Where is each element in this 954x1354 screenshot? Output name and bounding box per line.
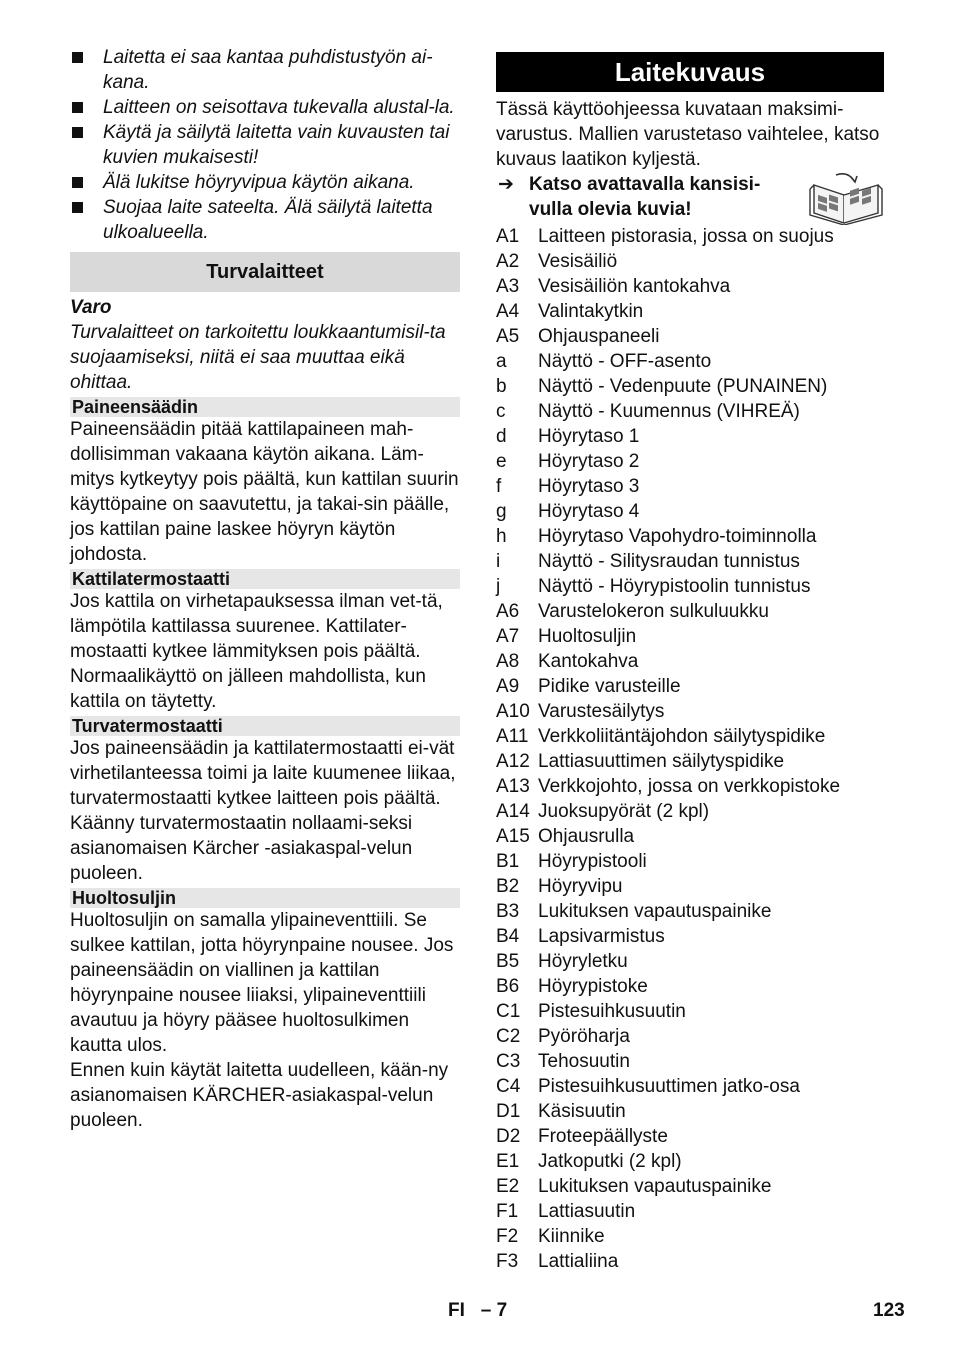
part-code: a: [496, 351, 507, 372]
part-code: A10: [496, 701, 530, 722]
part-list-item: [496, 499, 884, 524]
part-list-item: [496, 399, 884, 424]
part-list-item: [496, 824, 884, 849]
part-list-item: [496, 1074, 884, 1099]
part-code: A13: [496, 776, 530, 797]
part-list-item: [496, 999, 884, 1024]
part-list-item: [496, 1224, 884, 1249]
part-list-item: [496, 624, 884, 649]
part-list-item: [496, 224, 884, 249]
part-list-item: [496, 1149, 884, 1174]
page-number: 123: [873, 1300, 905, 1321]
part-code: D1: [496, 1101, 521, 1122]
part-label: Pistesuihkusuutin: [538, 1001, 686, 1022]
bullet-item: Laitteen on seisottava tukevalla alustal-la.: [70, 95, 460, 120]
part-code: c: [496, 401, 506, 422]
part-code: C1: [496, 1001, 521, 1022]
part-label: Käsisuutin: [538, 1101, 626, 1122]
part-list-item: [496, 549, 884, 574]
part-label: Höyrytaso Vapohydro-toiminnolla: [538, 526, 817, 547]
paragraph: Ennen kuin käytät laitetta uudelleen, kään-ny asianomaisen KÄRCHER-asiakaspal-velun puoleen.: [70, 1060, 449, 1131]
main-heading-laitekuvaus: Laitekuvaus: [496, 52, 884, 92]
part-label: Näyttö - Silitysraudan tunnistus: [538, 551, 800, 572]
paragraph: Huoltosuljin on samalla ylipaineventtiili. Se sulkee kattilan, jotta höyrynpaine nousee. Jos paineensäädin on viallinen ja kattilan höyrynpaine nousee liiaksi, ylipaineventtiili avautuu ja höyry pääsee huoltosulkimen kautta ulos.: [70, 910, 454, 1056]
part-list-item: [496, 349, 884, 374]
part-label: Höyryvipu: [538, 876, 623, 897]
subsection-heading: Paineensäädin: [70, 397, 460, 417]
part-label: Froteepäällyste: [538, 1126, 668, 1147]
part-code: f: [496, 476, 502, 497]
part-code: B3: [496, 901, 520, 922]
part-list-item: [496, 299, 884, 324]
part-list-item: [496, 1099, 884, 1124]
part-code: F2: [496, 1226, 519, 1247]
section-heading-turvalaitteet: Turvalaitteet: [70, 252, 460, 292]
warning-title: Varo: [70, 297, 112, 318]
part-list-item: [496, 974, 884, 999]
part-label: Lattialiina: [538, 1251, 619, 1272]
part-list-item: [496, 649, 884, 674]
bullet-item: Käytä ja säilytä laitetta vain kuvausten tai kuvien mukaisesti!: [70, 120, 460, 170]
part-list-item: [496, 799, 884, 824]
part-code: A14: [496, 801, 530, 822]
note-text: Katso avattavalla kansisi-vulla olevia kuvia!: [529, 174, 761, 220]
square-bullet-icon: [72, 177, 83, 188]
part-label: Lattiasuutin: [538, 1201, 636, 1222]
part-code: A4: [496, 301, 520, 322]
part-list-item: [496, 1024, 884, 1049]
part-list-item: [496, 1174, 884, 1199]
part-label: Höyryletku: [538, 951, 628, 972]
part-list-item: [496, 874, 884, 899]
part-code: A15: [496, 826, 530, 847]
part-list-item: [496, 849, 884, 874]
part-code: B6: [496, 976, 520, 997]
part-label: Valintakytkin: [538, 301, 644, 322]
part-label: Ohjausrulla: [538, 826, 635, 847]
part-label: Kantokahva: [538, 651, 639, 672]
bullet-item: Laitetta ei saa kantaa puhdistustyön ai-kana.: [70, 45, 460, 95]
left-column: [70, 45, 460, 1133]
subsection-heading: Huoltosuljin: [70, 888, 460, 908]
part-list-item: [496, 749, 884, 774]
part-code: C4: [496, 1076, 521, 1097]
part-list-item: [496, 474, 884, 499]
part-list-item: [496, 949, 884, 974]
part-label: Huoltosuljin: [538, 626, 637, 647]
part-code: C3: [496, 1051, 521, 1072]
subsection-heading: Turvatermostaatti: [70, 716, 460, 736]
part-label: Jatkoputki (2 kpl): [538, 1151, 682, 1172]
square-bullet-icon: [72, 102, 83, 113]
part-list-item: [496, 249, 884, 274]
part-code: F3: [496, 1251, 519, 1272]
paragraph: Jos paineensäädin ja kattilatermostaatti ei-vät virhetilanteessa toimi ja laite kuumenee liikaa, turvatermostaatti kytkee laitteen pois päältä. Käänny turvatermostaatin nollaami-seksi asianomaisen Kärcher -asiakaspal-velun puoleen.: [70, 738, 456, 884]
part-code: D2: [496, 1126, 521, 1147]
intro-text: Tässä käyttöohjeessa kuvataan maksimi-varustus. Mallien varustetaso vaihtelee, katso kuvaus laatikon kyljestä.: [496, 99, 880, 170]
part-code: F1: [496, 1201, 519, 1222]
part-label: Höyrytaso 2: [538, 451, 640, 472]
part-code: A12: [496, 751, 530, 772]
part-label: Varustelokeron sulkuluukku: [538, 601, 769, 622]
part-list-item: [496, 724, 884, 749]
part-code: E2: [496, 1176, 520, 1197]
part-list-item: [496, 899, 884, 924]
footer-section-page: – 7: [480, 1300, 508, 1321]
part-label: Lapsivarmistus: [538, 926, 665, 947]
part-code: A6: [496, 601, 520, 622]
parts-list: [496, 224, 884, 1274]
part-list-item: [496, 1249, 884, 1274]
part-label: Höyrypistoke: [538, 976, 648, 997]
part-label: Pidike varusteille: [538, 676, 681, 697]
part-code: h: [496, 526, 507, 547]
part-label: Ohjauspaneeli: [538, 326, 660, 347]
part-code: e: [496, 451, 507, 472]
part-list-item: [496, 324, 884, 349]
part-label: Lattiasuuttimen säilytyspidike: [538, 751, 785, 772]
part-list-item: [496, 449, 884, 474]
part-code: b: [496, 376, 507, 397]
part-list-item: [496, 674, 884, 699]
footer-language: FI: [448, 1300, 465, 1321]
part-list-item: [496, 524, 884, 549]
part-label: Verkkoliitäntäjohdon säilytyspidike: [538, 726, 826, 747]
part-code: A2: [496, 251, 520, 272]
part-label: Höyrytaso 3: [538, 476, 640, 497]
part-code: A8: [496, 651, 520, 672]
part-code: A5: [496, 326, 520, 347]
part-label: Verkkojohto, jossa on verkkopistoke: [538, 776, 841, 797]
square-bullet-icon: [72, 202, 83, 213]
right-column: [496, 45, 884, 1274]
part-label: Vesisäiliön kantokahva: [538, 276, 731, 297]
square-bullet-icon: [72, 52, 83, 63]
part-label: Näyttö - Vedenpuute (PUNAINEN): [538, 376, 828, 397]
part-label: Lukituksen vapautuspainike: [538, 1176, 772, 1197]
part-label: Tehosuutin: [538, 1051, 630, 1072]
part-label: Höyrypistooli: [538, 851, 647, 872]
part-list-item: [496, 1199, 884, 1224]
part-code: B4: [496, 926, 520, 947]
part-code: A1: [496, 226, 520, 247]
part-code: A7: [496, 626, 520, 647]
part-label: Höyrytaso 4: [538, 501, 640, 522]
part-code: A11: [496, 726, 529, 747]
part-label: Höyrytaso 1: [538, 426, 640, 447]
subsection-heading: Kattilatermostaatti: [70, 569, 460, 589]
part-list-item: [496, 1124, 884, 1149]
part-label: Kiinnike: [538, 1226, 605, 1247]
part-list-item: [496, 1049, 884, 1074]
footer-language-section: [448, 1298, 507, 1323]
part-label: Näyttö - OFF-asento: [538, 351, 712, 372]
part-label: Näyttö - Kuumennus (VIHREÄ): [538, 401, 800, 422]
part-list-item: [496, 774, 884, 799]
part-code: B5: [496, 951, 520, 972]
part-code: A3: [496, 276, 520, 297]
part-label: Näyttö - Höyrypistoolin tunnistus: [538, 576, 811, 597]
part-list-item: [496, 924, 884, 949]
warning-text: Turvalaitteet on tarkoitettu loukkaantumisil-ta suojaamiseksi, niitä ei saa muuttaa eikä ohittaa.: [70, 322, 446, 393]
part-label: Pistesuihkusuuttimen jatko-osa: [538, 1076, 800, 1097]
part-code: d: [496, 426, 507, 447]
open-book-icon: [806, 173, 886, 225]
part-label: Vesisäiliö: [538, 251, 618, 272]
part-code: E1: [496, 1151, 520, 1172]
part-code: B1: [496, 851, 520, 872]
part-label: Lukituksen vapautuspainike: [538, 901, 772, 922]
part-list-item: [496, 424, 884, 449]
paragraph: Jos kattila on virhetapauksessa ilman vet-tä, lämpötila kattilassa suurenee. Kattilater-mostaatti kytkee lämmityksen pois päältä. Normaalikäyttö on jälleen mahdollista, kun kattila on täytetty.: [70, 591, 443, 712]
part-label: Pyöröharja: [538, 1026, 630, 1047]
part-code: A9: [496, 676, 520, 697]
part-code: j: [496, 576, 501, 597]
part-code: B2: [496, 876, 520, 897]
part-code: g: [496, 501, 507, 522]
safety-bullet-list: [70, 45, 460, 245]
square-bullet-icon: [72, 127, 83, 138]
arrow-right-icon: ➔: [498, 174, 514, 195]
part-list-item: [496, 599, 884, 624]
part-list-item: [496, 274, 884, 299]
bullet-item: Älä lukitse höyryvipua käytön aikana.: [70, 170, 460, 195]
part-list-item: [496, 374, 884, 399]
part-list-item: [496, 574, 884, 599]
part-label: Laitteen pistorasia, jossa on suojus: [538, 226, 834, 247]
paragraph: Paineensäädin pitää kattilapaineen mah-dollisimman vakaana käytön aikana. Läm-mitys kytkeytyy pois päältä, kun kattilan suurin käyttöpaine on saavutettu, ja takai-sin päälle, jos kattilan paine laskee höyryn käytön johdosta.: [70, 419, 459, 565]
bullet-item: Suojaa laite sateelta. Älä säilytä laitetta ulkoalueella.: [70, 195, 460, 245]
part-code: i: [496, 551, 501, 572]
note-see-fold-out: [496, 172, 799, 222]
part-code: C2: [496, 1026, 521, 1047]
part-label: Juoksupyörät (2 kpl): [538, 801, 710, 822]
part-label: Varustesäilytys: [538, 701, 665, 722]
part-list-item: [496, 699, 884, 724]
